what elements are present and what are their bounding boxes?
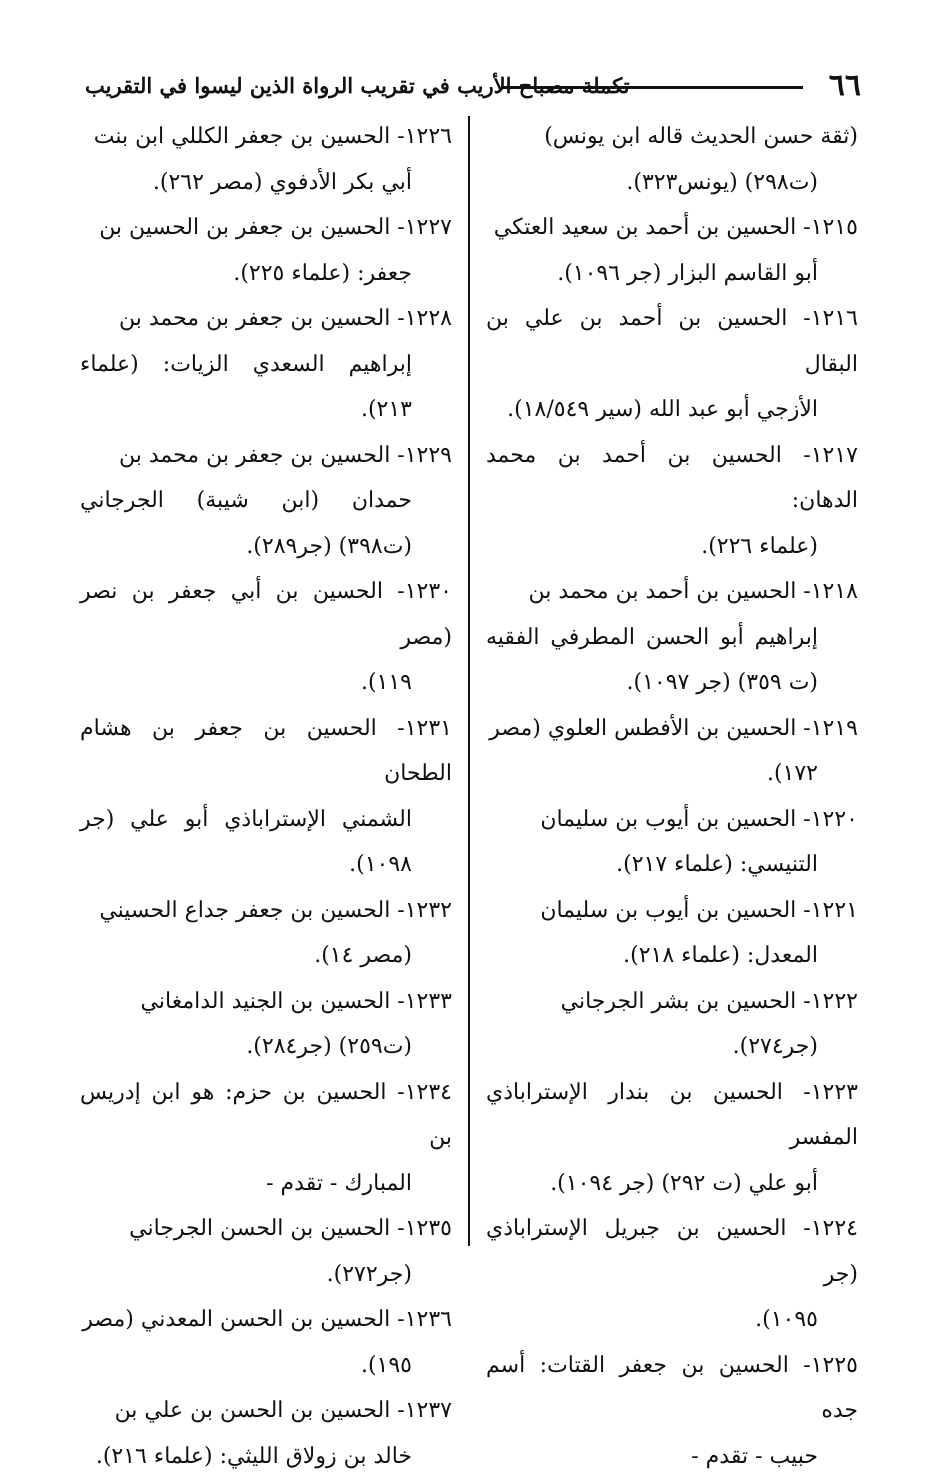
column-divider <box>468 116 470 1246</box>
entry-continuation: جعفر: (علماء ٢٢٥). <box>80 251 452 297</box>
entry <box>80 433 452 570</box>
entry <box>80 979 452 1070</box>
entry-continuation: حبيب - تقدم - <box>486 1434 858 1479</box>
entry <box>486 296 858 433</box>
entry-continuation: إبراهيم السعدي الزيات: (علماء ٢١٣). <box>80 342 452 433</box>
entry-continuation: المبارك - تقدم - <box>80 1161 452 1207</box>
entry <box>80 888 452 979</box>
entry-continuation: (ت٢٥٩) (جر٢٨٤). <box>80 1024 452 1070</box>
entry <box>486 1070 858 1207</box>
entry <box>486 1206 858 1343</box>
entry-continuation: (مصر ١٤). <box>80 933 452 979</box>
entry-first-line: ١٢٢٥- الحسين بن جعفر القتات: أسم جده <box>486 1353 858 1424</box>
entry-continuation: ١١٩). <box>80 660 452 706</box>
entry-first-line: ١٢٢٣- الحسين بن بندار الإستراباذي المفسر <box>486 1080 858 1151</box>
entry-first-line: (ثقة حسن الحديث قاله ابن يونس) <box>544 124 858 149</box>
entry <box>486 706 858 797</box>
entry-first-line: ١٢٢٤- الحسين بن جبريل الإستراباذي (جر <box>486 1216 858 1287</box>
entry <box>80 706 452 888</box>
entry-continuation: حمدان (ابن شيبة) الجرجاني (ت٣٩٨) (جر٢٨٩). <box>80 478 452 569</box>
entry-first-line: ١٢٣٤- الحسين بن حزم: هو ابن إدريس بن <box>80 1080 452 1151</box>
entry-first-line: ١٢١٨- الحسين بن أحمد بن محمد بن <box>528 579 858 604</box>
entry <box>486 979 858 1070</box>
entry <box>486 569 858 706</box>
entry-continuation: ١٠٩٥). <box>486 1297 858 1343</box>
entry-first-line: ١٢١٧- الحسين بن أحمد بن محمد الدهان: <box>486 443 858 514</box>
entry-continuation: (جر٢٧٤). <box>486 1024 858 1070</box>
entry <box>80 1388 452 1479</box>
entry-first-line: ١٢٢٢- الحسين بن بشر الجرجاني <box>561 989 858 1014</box>
entry-continuation: (علماء ٢٢٦). <box>486 524 858 570</box>
entry-continuation: خالد بن زولاق الليثي: (علماء ٢١٦). <box>80 1434 452 1479</box>
entry-continuation: المعدل: (علماء ٢١٨). <box>486 933 858 979</box>
entry <box>80 569 452 706</box>
entry-continuation: (ت٢٩٨) (يونس٣٢٣). <box>486 160 858 206</box>
entry-continuation: أبو القاسم البزار (جر ١٠٩٦). <box>486 251 858 297</box>
entry-continuation: أبي بكر الأدفوي (مصر ٢٦٢). <box>80 160 452 206</box>
entry-first-line: ١٢٣٥- الحسين بن الحسن الجرجاني <box>129 1216 452 1241</box>
entry-first-line: ١٢١٩- الحسين بن الأفطس العلوي (مصر <box>489 716 858 741</box>
entry <box>80 296 452 433</box>
entry <box>486 114 858 205</box>
entry-first-line: ١٢٣١- الحسين بن جعفر بن هشام الطحان <box>80 716 452 787</box>
entry-first-line: ١٢١٥- الحسين بن أحمد بن سعيد العتكي <box>494 215 858 240</box>
entry-first-line: ١٢٢٨- الحسين بن جعفر بن محمد بن <box>119 306 452 331</box>
running-title: تكملة مصباح الأريب في تقريب الرواة الذين ليسوا في التقريب <box>85 66 630 106</box>
entry-first-line: ١٢٢١- الحسين بن أيوب بن سليمان <box>540 898 858 923</box>
entry-first-line: ١٢٢٩- الحسين بن جعفر بن محمد بن <box>119 443 452 468</box>
entry-first-line: ١٢٣٦- الحسين بن الحسن المعدني (مصر <box>82 1307 452 1332</box>
entry-continuation: (جر٢٧٢). <box>80 1252 452 1298</box>
entry-first-line: ١٢٢٦- الحسين بن جعفر الكللي ابن بنت <box>94 124 452 149</box>
entry <box>486 205 858 296</box>
entry <box>486 888 858 979</box>
entry <box>80 114 452 205</box>
entry-continuation: ١٧٢). <box>486 751 858 797</box>
entry-continuation: إبراهيم أبو الحسن المطرفي الفقيه (ت ٣٥٩) (جر ١٠٩٧). <box>486 615 858 706</box>
entry-first-line: ١٢٣٣- الحسين بن الجنيد الدامغاني <box>141 989 452 1014</box>
entry-continuation: التنيسي: (علماء ٢١٧). <box>486 842 858 888</box>
entry-continuation: الشمني الإستراباذي أبو علي (جر ١٠٩٨). <box>80 797 452 888</box>
entry-first-line: ١٢٣٢- الحسين بن جعفر جداع الحسيني <box>99 898 452 923</box>
right-column <box>486 114 858 1479</box>
entry <box>486 797 858 888</box>
entry <box>80 205 452 296</box>
entry-first-line: ١٢٢٠- الحسين بن أيوب بن سليمان <box>540 807 858 832</box>
entry-continuation: ١٩٥). <box>80 1343 452 1389</box>
entry-continuation: أبو علي (ت ٢٩٢) (جر ١٠٩٤). <box>486 1161 858 1207</box>
page-number: ٦٦ <box>829 66 861 106</box>
entry-continuation: الأزجي أبو عبد الله (سير ١٨/٥٤٩). <box>486 387 858 433</box>
entry <box>80 1206 452 1297</box>
entry <box>486 1343 858 1479</box>
entry-first-line: ١٢٣٧- الحسين بن الحسن بن علي بن <box>115 1398 452 1423</box>
left-column <box>80 114 452 1479</box>
entry <box>486 433 858 570</box>
entry-first-line: ١٢٣٠- الحسين بن أبي جعفر بن نصر (مصر <box>80 579 452 650</box>
entry-first-line: ١٢٢٧- الحسين بن جعفر بن الحسين بن <box>99 215 452 240</box>
entry-first-line: ١٢١٦- الحسين بن أحمد بن علي بن البقال <box>486 306 858 377</box>
entry <box>80 1070 452 1207</box>
entry <box>80 1297 452 1388</box>
page-header <box>85 66 861 106</box>
